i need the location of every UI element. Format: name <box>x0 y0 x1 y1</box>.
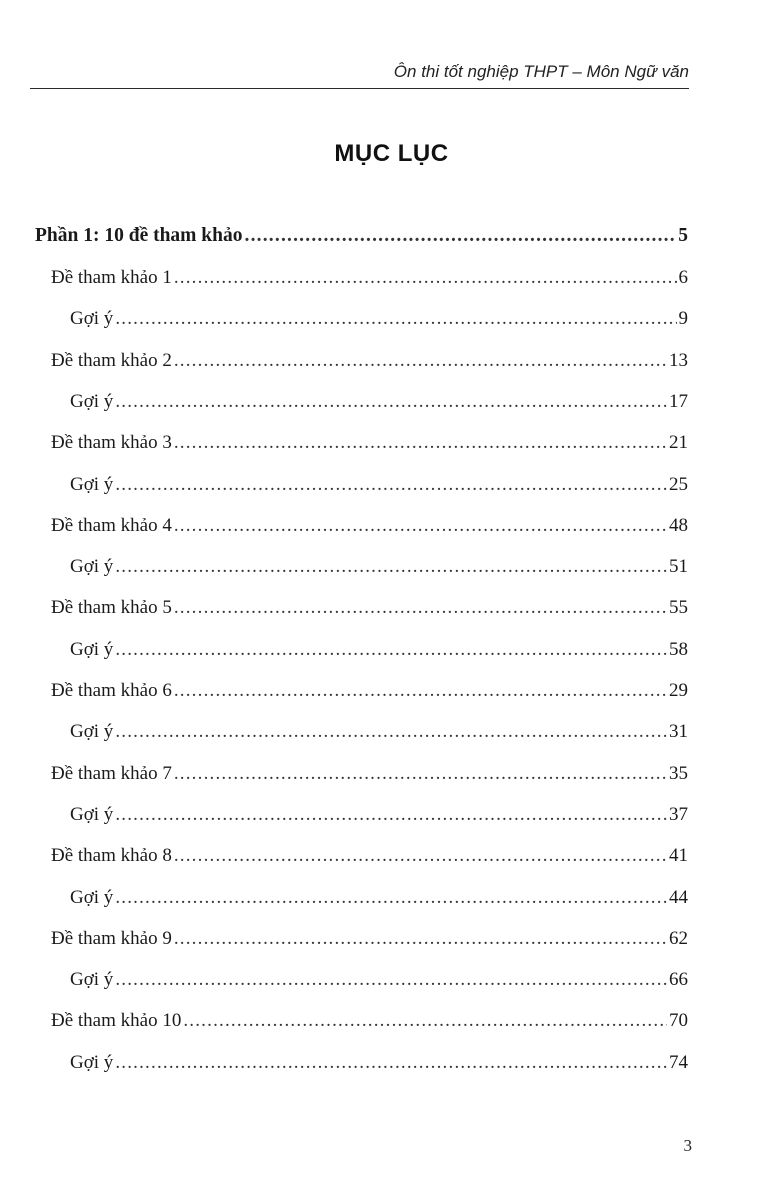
toc-entry-hint[interactable] <box>70 636 688 664</box>
dot-leader <box>174 594 667 622</box>
toc-entry-label: Gợi ý <box>70 638 114 660</box>
toc-entry-page: 25 <box>669 473 688 495</box>
toc-entry-hint[interactable] <box>70 966 688 994</box>
toc-entry-page: 41 <box>669 845 688 867</box>
toc-entry-label: Gợi ý <box>70 803 114 825</box>
toc-entry-hint[interactable] <box>70 388 688 416</box>
dot-leader <box>115 305 676 333</box>
toc-entry-page: 13 <box>669 349 688 371</box>
toc-entry-hint[interactable] <box>70 553 688 581</box>
dot-leader <box>115 718 667 746</box>
dot-leader <box>115 471 667 499</box>
toc-entry-page: 17 <box>669 390 688 412</box>
dot-leader <box>115 801 667 829</box>
toc-entry-label: Gợi ý <box>70 969 114 991</box>
toc-entry-label: Đề tham khảo 3 <box>51 432 172 454</box>
dot-leader <box>115 1049 667 1077</box>
toc-entry-exam[interactable] <box>51 677 688 705</box>
toc-entry-page: 51 <box>669 556 688 578</box>
toc-entry-page: 29 <box>669 680 688 701</box>
toc-entry-page: 37 <box>669 803 688 825</box>
toc-entry-label: Đề tham khảo 1 <box>51 267 172 288</box>
toc-part-page: 5 <box>678 225 688 246</box>
page-title: MỤC LỤC <box>334 140 449 167</box>
toc-entry-hint[interactable] <box>70 305 688 333</box>
header-rule <box>30 88 689 89</box>
toc-entry-page: 21 <box>669 432 688 454</box>
toc-entry-label: Gợi ý <box>70 473 114 495</box>
toc-entry-page: 31 <box>669 721 688 743</box>
toc-entry-page: 74 <box>669 1051 688 1073</box>
toc-entry-label: Đề tham khảo 6 <box>51 680 172 701</box>
toc-entry-label: Đề tham khảo 8 <box>51 845 172 867</box>
dot-leader <box>115 388 667 416</box>
dot-leader <box>174 842 667 870</box>
toc-entry-hint[interactable] <box>70 718 688 746</box>
toc-entry-exam[interactable] <box>51 264 688 292</box>
toc-entry-exam[interactable] <box>51 512 688 540</box>
toc-entry-label: Đề tham khảo 2 <box>51 349 172 371</box>
dot-leader <box>174 512 667 540</box>
dot-leader <box>115 884 667 912</box>
toc-entry-page: 62 <box>669 927 688 949</box>
toc-entry-exam[interactable] <box>51 925 688 953</box>
toc-entry-label: Gợi ý <box>70 886 114 908</box>
toc-entry-page: 44 <box>669 886 688 908</box>
dot-leader <box>174 264 677 292</box>
toc-entry-label: Gợi ý <box>70 308 114 330</box>
toc-entry-exam[interactable] <box>51 1007 688 1035</box>
toc-entry-hint[interactable] <box>70 801 688 829</box>
toc-entry-page: 70 <box>669 1010 688 1032</box>
dot-leader <box>174 677 667 705</box>
toc-part-label: Phần 1: 10 đề tham khảo <box>35 225 243 246</box>
toc-entry-label: Đề tham khảo 10 <box>51 1010 182 1032</box>
toc-entry-hint[interactable] <box>70 1049 688 1077</box>
toc-entry-hint[interactable] <box>70 884 688 912</box>
toc-entry-hint[interactable] <box>70 471 688 499</box>
toc-entry-label: Gợi ý <box>70 721 114 743</box>
toc-entry-label: Gợi ý <box>70 1051 114 1073</box>
toc-entry-page: 6 <box>678 267 688 288</box>
toc-entry-exam[interactable] <box>51 594 688 622</box>
toc-entry-label: Đề tham khảo 4 <box>51 514 172 536</box>
toc-entry-page: 48 <box>669 514 688 536</box>
toc-entry-page: 35 <box>669 762 688 784</box>
dot-leader <box>174 925 667 953</box>
toc-entry-exam[interactable] <box>51 842 688 870</box>
dot-leader <box>174 429 667 457</box>
toc-entry-label: Đề tham khảo 7 <box>51 762 172 784</box>
toc-entry-page: 55 <box>669 597 688 619</box>
dot-leader <box>174 347 667 375</box>
toc-entry-label: Gợi ý <box>70 390 114 412</box>
toc-entry-label: Đề tham khảo 9 <box>51 927 172 949</box>
dot-leader <box>115 636 667 664</box>
dot-leader <box>245 222 677 250</box>
toc-entry-label: Đề tham khảo 5 <box>51 597 172 619</box>
toc-entry-exam[interactable] <box>51 760 688 788</box>
dot-leader <box>183 1007 667 1035</box>
toc-entry-exam[interactable] <box>51 429 688 457</box>
dot-leader <box>115 966 667 994</box>
toc-entry-page: 58 <box>669 638 688 660</box>
page-number: 3 <box>683 1136 692 1155</box>
running-header: Ôn thi tốt nghiệp THPT – Môn Ngữ văn <box>393 62 689 81</box>
dot-leader <box>115 553 667 581</box>
toc-entry-page: 9 <box>678 308 688 330</box>
toc-entry-label: Gợi ý <box>70 556 114 578</box>
dot-leader <box>174 760 667 788</box>
toc-part-heading[interactable] <box>35 222 688 250</box>
toc-entry-exam[interactable] <box>51 347 688 375</box>
toc-entry-page: 66 <box>669 969 688 991</box>
